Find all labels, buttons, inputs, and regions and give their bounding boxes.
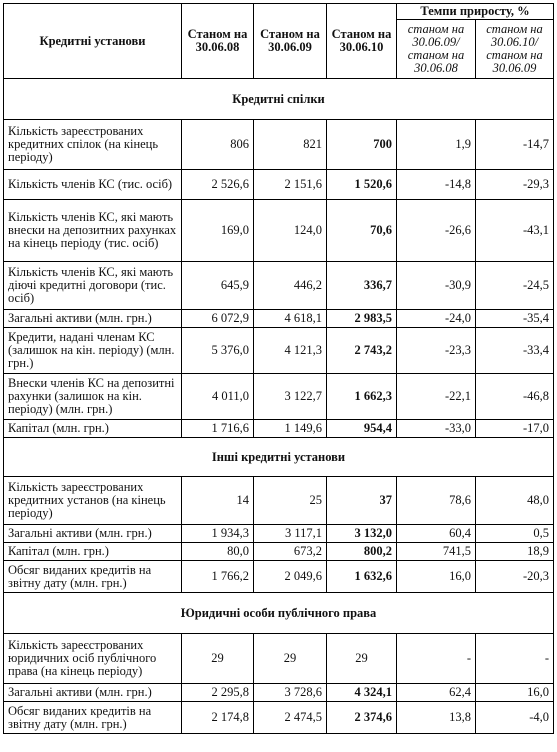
growth-10-09: -17,0	[476, 420, 554, 438]
growth-09-08: 60,4	[397, 525, 476, 543]
section-row	[4, 593, 554, 634]
value-2008: 2 295,8	[182, 684, 254, 702]
value-2009: 2 474,5	[254, 702, 327, 734]
growth-10-09: -33,4	[476, 328, 554, 374]
row-label: Кредити, надані членам КС (залишок на кін. періоду) (млн. грн.)	[4, 328, 182, 374]
growth-10-09: -35,4	[476, 310, 554, 328]
growth-09-08: 78,6	[397, 477, 476, 525]
value-2010: 1 520,6	[327, 170, 397, 200]
value-2008: 2 174,8	[182, 702, 254, 734]
value-2009: 2 049,6	[254, 561, 327, 593]
value-2009: 3 728,6	[254, 684, 327, 702]
value-2008: 645,9	[182, 262, 254, 310]
table-row	[4, 634, 554, 684]
value-2008: 2 526,6	[182, 170, 254, 200]
value-2008: 169,0	[182, 200, 254, 262]
growth-09-08: -30,9	[397, 262, 476, 310]
value-2010: 2 374,6	[327, 702, 397, 734]
table-row	[4, 310, 554, 328]
table-body	[4, 79, 554, 734]
growth-10-09: -24,5	[476, 262, 554, 310]
table-row	[4, 120, 554, 170]
value-2008: 5 376,0	[182, 328, 254, 374]
row-label: Капітал (млн. грн.)	[4, 420, 182, 438]
growth-10-09: -43,1	[476, 200, 554, 262]
growth-10-09: -	[476, 634, 554, 684]
growth-09-08: -33,0	[397, 420, 476, 438]
table-row	[4, 702, 554, 734]
growth-09-08: -14,8	[397, 170, 476, 200]
value-2010: 2 983,5	[327, 310, 397, 328]
value-2008: 4 011,0	[182, 374, 254, 420]
value-2009: 3 117,1	[254, 525, 327, 543]
value-2009: 3 122,7	[254, 374, 327, 420]
value-2008: 14	[182, 477, 254, 525]
value-2008: 1 716,6	[182, 420, 254, 438]
section-title: Юридичні особи публічного права	[4, 593, 554, 634]
value-2010: 700	[327, 120, 397, 170]
value-2008: 1 766,2	[182, 561, 254, 593]
row-label: Загальні активи (млн. грн.)	[4, 525, 182, 543]
value-2009: 2 151,6	[254, 170, 327, 200]
header-growth-09-08: станом на 30.06.09/ станом на 30.06.08	[397, 20, 476, 79]
row-label: Кількість зареєстрованих юридичних осіб публічного права (на кінець періоду)	[4, 634, 182, 684]
row-label: Кількість зареєстрованих кредитних установ (на кінець періоду)	[4, 477, 182, 525]
table-row	[4, 328, 554, 374]
row-label: Обсяг виданих кредитів на звітну дату (млн. грн.)	[4, 561, 182, 593]
value-2010: 2 743,2	[327, 328, 397, 374]
growth-09-08: -26,6	[397, 200, 476, 262]
growth-10-09: -14,7	[476, 120, 554, 170]
row-label: Загальні активи (млн. грн.)	[4, 310, 182, 328]
table-row	[4, 262, 554, 310]
growth-10-09: 0,5	[476, 525, 554, 543]
section-row	[4, 438, 554, 477]
growth-10-09: -20,3	[476, 561, 554, 593]
table-row	[4, 684, 554, 702]
row-label: Загальні активи (млн. грн.)	[4, 684, 182, 702]
value-2009: 1 149,6	[254, 420, 327, 438]
value-2010: 800,2	[327, 543, 397, 561]
value-2009: 25	[254, 477, 327, 525]
row-label: Кількість зареєстрованих кредитних спілок (на кінець періоду)	[4, 120, 182, 170]
table-row	[4, 420, 554, 438]
header-date-2009: Станом на 30.06.09	[254, 4, 327, 79]
value-2009: 4 618,1	[254, 310, 327, 328]
value-2010: 954,4	[327, 420, 397, 438]
value-2009: 29	[254, 634, 327, 684]
growth-09-08: -	[397, 634, 476, 684]
growth-10-09: 18,9	[476, 543, 554, 561]
value-2008: 6 072,9	[182, 310, 254, 328]
growth-09-08: -22,1	[397, 374, 476, 420]
table-row	[4, 525, 554, 543]
value-2008: 1 934,3	[182, 525, 254, 543]
value-2010: 37	[327, 477, 397, 525]
table-row	[4, 200, 554, 262]
value-2010: 336,7	[327, 262, 397, 310]
row-label: Кількість членів КС (тис. осіб)	[4, 170, 182, 200]
table-row	[4, 477, 554, 525]
growth-09-08: 1,9	[397, 120, 476, 170]
value-2010: 1 662,3	[327, 374, 397, 420]
value-2010: 1 632,6	[327, 561, 397, 593]
growth-09-08: 741,5	[397, 543, 476, 561]
growth-10-09: -4,0	[476, 702, 554, 734]
growth-10-09: 48,0	[476, 477, 554, 525]
value-2009: 4 121,3	[254, 328, 327, 374]
header-growth-10-09: станом на 30.06.10/ станом на 30.06.09	[476, 20, 554, 79]
growth-09-08: -24,0	[397, 310, 476, 328]
row-label: Капітал (млн. грн.)	[4, 543, 182, 561]
header-growth: Темпи приросту, %	[397, 4, 554, 20]
header-date-2008: Станом на 30.06.08	[182, 4, 254, 79]
value-2008: 806	[182, 120, 254, 170]
header-institutions: Кредитні установи	[4, 4, 182, 79]
value-2009: 673,2	[254, 543, 327, 561]
header-date-2010: Станом на 30.06.10	[327, 4, 397, 79]
growth-10-09: 16,0	[476, 684, 554, 702]
row-label: Кількість членів КС, які мають діючі кредитні договори (тис. осіб)	[4, 262, 182, 310]
row-label: Обсяг виданих кредитів на звітну дату (млн. грн.)	[4, 702, 182, 734]
credit-institutions-table	[3, 3, 554, 734]
value-2008: 80,0	[182, 543, 254, 561]
table-row	[4, 561, 554, 593]
growth-09-08: 13,8	[397, 702, 476, 734]
value-2009: 124,0	[254, 200, 327, 262]
value-2010: 29	[327, 634, 397, 684]
growth-09-08: -23,3	[397, 328, 476, 374]
section-title: Інші кредитні установи	[4, 438, 554, 477]
growth-10-09: -29,3	[476, 170, 554, 200]
growth-10-09: -46,8	[476, 374, 554, 420]
section-row	[4, 79, 554, 120]
row-label: Внески членів КС на депозитні рахунки (залишок на кін. періоду) (млн. грн.)	[4, 374, 182, 420]
document-page	[3, 3, 553, 749]
row-label: Кількість членів КС, які мають внески на депозитних рахунках на кінець періоду (тис. осіб)	[4, 200, 182, 262]
value-2010: 4 324,1	[327, 684, 397, 702]
value-2010: 3 132,0	[327, 525, 397, 543]
value-2009: 821	[254, 120, 327, 170]
table-row	[4, 543, 554, 561]
growth-09-08: 16,0	[397, 561, 476, 593]
value-2008: 29	[182, 634, 254, 684]
growth-09-08: 62,4	[397, 684, 476, 702]
section-title: Кредитні спілки	[4, 79, 554, 120]
table-row	[4, 374, 554, 420]
value-2009: 446,2	[254, 262, 327, 310]
value-2010: 70,6	[327, 200, 397, 262]
table-row	[4, 170, 554, 200]
